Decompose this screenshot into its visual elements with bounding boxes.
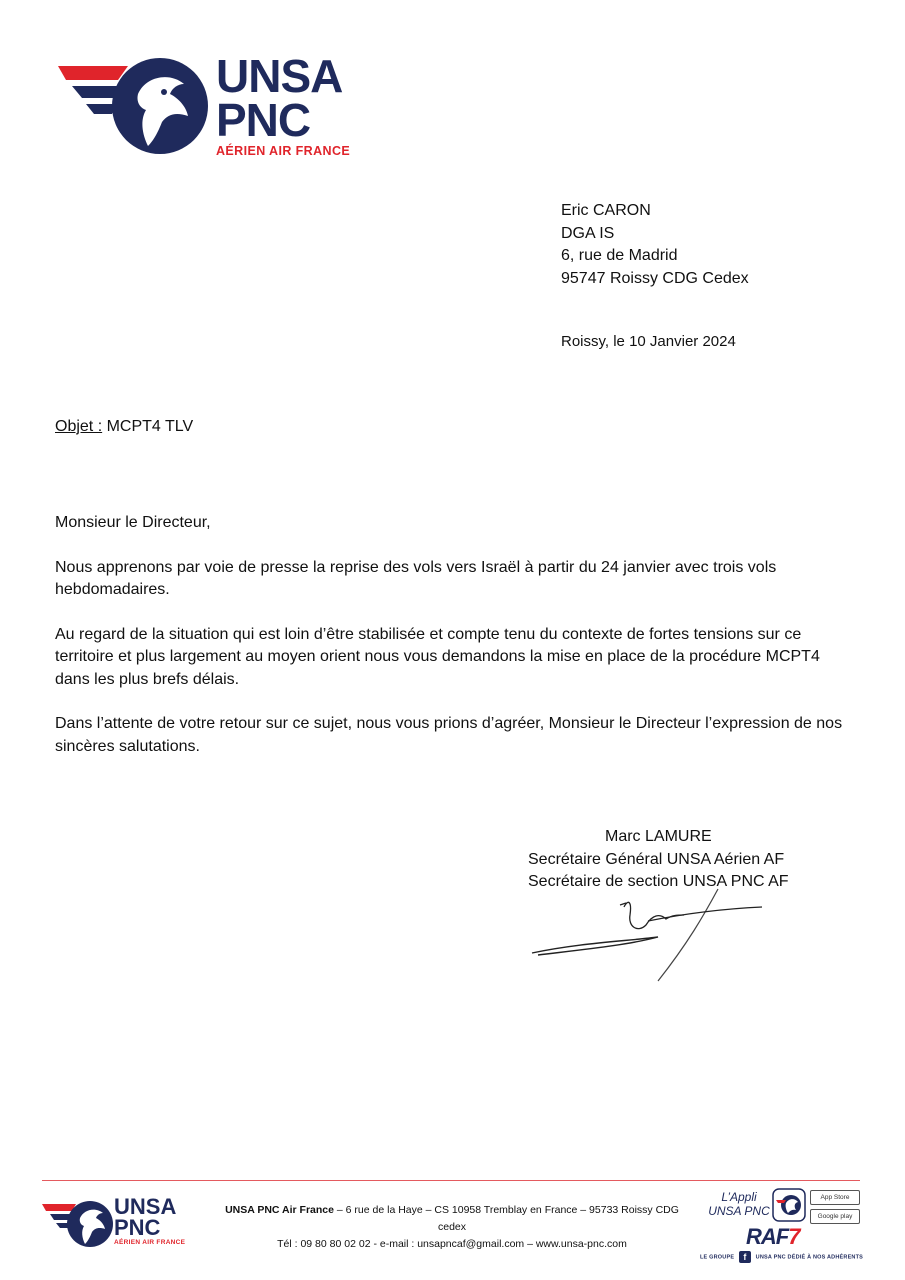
app-title-line1: L’Appli (721, 1190, 757, 1204)
signatory-name: Marc LAMURE (605, 828, 712, 845)
subject-label: Objet : (55, 418, 103, 435)
body-paragraph-2: Au regard de la situation qui est loin d’être stabilisée et compte tenu du contexte de fortes tensions sur ce territoire et plus largement au moyen orient nous vous demandons la mise en place de la procédure MCPT4 dans les plus brefs délais. (55, 625, 820, 688)
body-paragraph-3: Dans l’attente de votre retour sur ce sujet, nous vous prions d’agréer, Monsieur le Directeur l’expression de nos sincères salutations. (55, 715, 843, 755)
footer-logo-unsa: UNSA (114, 1194, 177, 1219)
footer-divider (42, 1180, 860, 1181)
footer-logo (42, 1196, 207, 1252)
signatory-title-1: Secrétaire Général UNSA Aérien AF (528, 850, 785, 868)
letter-subject (55, 418, 193, 436)
raf7-logo (746, 1224, 799, 1250)
recipient-street: 6, rue de Madrid (561, 247, 678, 264)
tag-mid: UNSA PNC (755, 1254, 786, 1261)
footer-logo-pnc: PNC (114, 1215, 161, 1240)
app-title (704, 1190, 774, 1218)
unsa-pnc-logo (58, 50, 378, 158)
footer-logo-text (114, 1196, 185, 1246)
app-promo (700, 1188, 865, 1268)
raf-number: 7 (788, 1224, 800, 1249)
footer-horse-head-icon (42, 1196, 114, 1252)
app-store-badge[interactable]: App Store (810, 1190, 860, 1205)
facebook-icon[interactable]: f (739, 1251, 751, 1263)
signatory-title-2: Secrétaire de section UNSA PNC AF (528, 873, 789, 890)
signature-block (528, 826, 789, 894)
recipient-city: 95747 Roissy CDG Cedex (561, 269, 749, 287)
app-title-line2: UNSA PNC (708, 1204, 770, 1218)
raf-text: RAF (746, 1224, 789, 1249)
logo-subline: AÉRIEN AIR FRANCE (216, 144, 351, 158)
logo-unsa: UNSA (216, 50, 343, 102)
handwritten-signature (528, 885, 768, 985)
letter-body (55, 512, 855, 780)
subject-text: MCPT4 TLV (106, 418, 194, 435)
google-play-badge[interactable]: Google play (810, 1209, 860, 1224)
recipient-name: Eric CARON (561, 202, 651, 219)
tag-right: DÉDIÉ À NOS ADHÉRENTS (787, 1254, 864, 1261)
recipient-title: DGA IS (561, 224, 615, 242)
app-icon (772, 1188, 806, 1222)
footer-logo-subline: AÉRIEN AIR FRANCE (114, 1239, 186, 1246)
footer-address-text: – 6 rue de la Haye – CS 10958 Tremblay en France – 95733 Roissy CDG cedex (333, 1204, 679, 1233)
letter-date: Roissy, le 10 Janvier 2024 (561, 333, 736, 350)
footer-address-line (212, 1202, 692, 1236)
tag-left: LE GROUPE (700, 1254, 735, 1261)
logo-text (216, 50, 351, 158)
horse-head-wing-icon (58, 54, 218, 158)
logo-pnc: PNC (216, 94, 311, 146)
recipient-address (561, 200, 749, 290)
salutation: Monsieur le Directeur, (55, 514, 211, 531)
app-tagline (700, 1251, 863, 1263)
footer-address (212, 1202, 692, 1253)
body-paragraph-1: Nous apprenons par voie de presse la reprise des vols vers Israël à partir du 24 janvier avec trois vols hebdomadaires. (55, 558, 777, 598)
footer-contact-line: Tél : 09 80 80 02 02 - e-mail : unsapncaf@gmail.com – www.unsa-pnc.com (277, 1238, 627, 1250)
footer-org-name: UNSA PNC Air France (225, 1204, 334, 1216)
